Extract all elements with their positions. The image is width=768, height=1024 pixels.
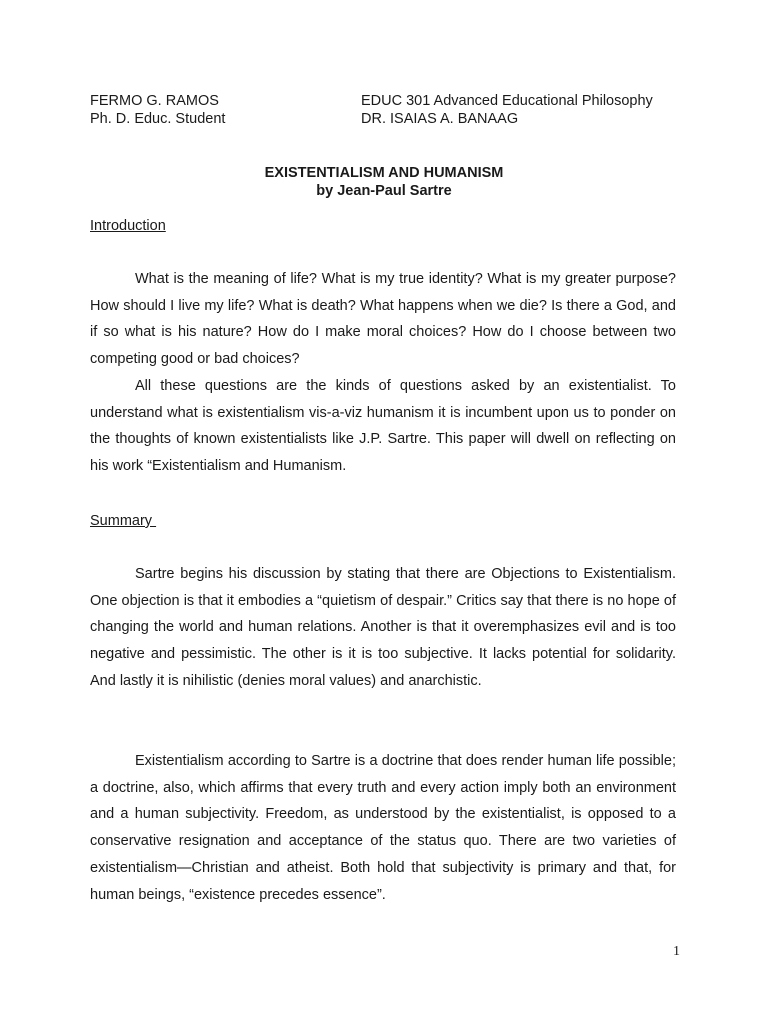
author-block (90, 92, 350, 128)
title-byline: by Jean-Paul Sartre (316, 183, 452, 199)
course-block (361, 92, 691, 128)
introduction-paragraph-1: What is the meaning of life? What is my true identity? What is my greater purpose? How should I live my life? What is death? What happens when we die? Is there a God, and if so what is his nature? How do I make moral choices? How do I choose between two competing good or bad choices? (90, 271, 676, 368)
title-main: EXISTENTIALISM AND HUMANISM (264, 165, 504, 181)
document-title (0, 164, 768, 200)
course-name: EDUC 301 Advanced Educational Philosophy (361, 93, 653, 109)
author-role: Ph. D. Educ. Student (90, 111, 226, 127)
page-number: 1 (673, 944, 680, 959)
section-heading-introduction: Introduction (90, 218, 166, 234)
summary-paragraph-2: Existentialism according to Sartre is a doctrine that does render human life possible; a doctrine, also, which affirms that every truth and every action imply both an environment and a human subjectivity. Freedom, as understood by the existentialist, is opposed to a conservative resignation and acceptance of the status quo. There are two varieties of existentialism—Christian and atheist. Both hold that subjectivity is primary and that, for human beings, “existence precedes essence”. (90, 753, 676, 903)
instructor-name: DR. ISAIAS A. BANAAG (361, 111, 519, 127)
section-heading-summary: Summary (90, 513, 157, 529)
author-name: FERMO G. RAMOS (90, 93, 219, 109)
summary-paragraph-1: Sartre begins his discussion by stating that there are Objections to Existentialism. One objection is that it embodies a “quietism of despair.” Critics say that there is no hope of changing the world and human relations. Another is that it overemphasizes evil and is too negative and pessimistic. The other is it is too subjective. It lacks potential for solidarity. And lastly it is nihilistic (denies moral values) and anarchistic. (90, 566, 676, 689)
introduction-paragraph-2: All these questions are the kinds of questions asked by an existentialist. To understand what is existentialism vis-a-viz humanism it is incumbent upon us to ponder on the thoughts of known existentialists like J.P. Sartre. This paper will dwell on reflecting on his work “Existentialism and Humanism. (90, 378, 676, 475)
